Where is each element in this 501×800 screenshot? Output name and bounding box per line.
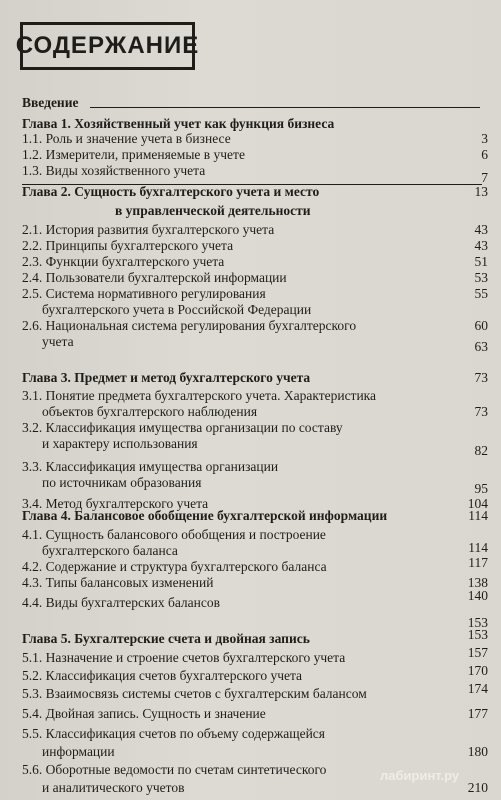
section-5-4: 5.4. Двойная запись. Сущность и значение <box>22 706 266 721</box>
page-number: 177 <box>467 706 488 721</box>
section-5-5-cont: информации <box>42 744 115 759</box>
divider <box>90 107 480 108</box>
section-1-3: 1.3. Виды хозяйственного учета <box>22 163 206 178</box>
page-number: 180 <box>467 744 488 759</box>
page-number: 174 <box>467 681 488 696</box>
chapter-4-heading: Глава 4. Балансовое обобщение бухгалтерской информации <box>22 508 388 523</box>
page-number: 104 <box>467 496 488 511</box>
section-3-2-cont: и характеру использования <box>42 436 198 451</box>
chapter-2-heading-cont: в управленческой деятельности <box>115 203 311 218</box>
section-2-4: 2.4. Пользователи бухгалтерской информации <box>22 270 287 285</box>
page-number: 138 <box>467 575 488 590</box>
page-number: 73 <box>474 370 488 385</box>
page-number: 95 <box>474 481 488 496</box>
page-number: 60 <box>474 318 488 333</box>
section-4-1: 4.1. Сущность балансового обобщения и построение <box>22 527 326 542</box>
chapter-1-heading: Глава 1. Хозяйственный учет как функция бизнеса <box>22 116 335 131</box>
section-5-5: 5.5. Классификация счетов по объему содержащейся <box>22 726 326 741</box>
section-5-6-cont: и аналитического учетов <box>42 780 185 795</box>
page-number: 153 <box>467 627 488 642</box>
chapter-3-heading: Глава 3. Предмет и метод бухгалтерского учета <box>22 370 311 385</box>
page-number: 117 <box>468 555 488 570</box>
page-number: 210 <box>467 780 488 795</box>
contents-title: СОДЕРЖАНИЕ <box>15 32 200 59</box>
intro-label: Введение <box>22 95 79 110</box>
page-number: 153 <box>467 615 488 630</box>
section-3-3-cont: по источникам образования <box>42 475 202 490</box>
section-2-5-cont: бухгалтерского учета в Российской Федерации <box>42 302 312 317</box>
section-5-3: 5.3. Взаимосвязь системы счетов с бухгалтерским балансом <box>22 686 367 701</box>
section-1-1: 1.1. Роль и значение учета в бизнесе <box>22 131 231 146</box>
section-3-1: 3.1. Понятие предмета бухгалтерского учета. Характеристика <box>22 388 377 403</box>
page-number: 63 <box>474 339 488 354</box>
page-number: 55 <box>474 286 488 301</box>
section-5-2: 5.2. Классификация счетов бухгалтерского учета <box>22 668 303 683</box>
page-number: 114 <box>468 540 488 555</box>
section-2-6: 2.6. Национальная система регулирования бухгалтерского <box>22 318 357 333</box>
section-3-1-cont: объектов бухгалтерского наблюдения <box>42 404 258 419</box>
section-2-1: 2.1. История развития бухгалтерского учета <box>22 222 275 237</box>
page-number: 157 <box>467 645 488 660</box>
section-2-3: 2.3. Функции бухгалтерского учета <box>22 254 225 269</box>
page-number: 53 <box>474 270 488 285</box>
contents-title-box <box>15 22 200 70</box>
section-5-6: 5.6. Оборотные ведомости по счетам синтетического <box>22 762 327 777</box>
page-number: 7 <box>481 170 488 185</box>
page-number: 3 <box>481 131 488 146</box>
section-2-6-cont: учета <box>42 334 74 349</box>
section-2-5: 2.5. Система нормативного регулирования <box>22 286 266 301</box>
section-3-3: 3.3. Классификация имущества организации <box>22 459 279 474</box>
page-number: 6 <box>481 147 488 162</box>
section-3-4: 3.4. Метод бухгалтерского учета <box>22 496 209 511</box>
page-number: 43 <box>474 238 488 253</box>
page-number: 73 <box>474 404 488 419</box>
section-1-2: 1.2. Измерители, применяемые в учете <box>22 147 245 162</box>
page-number: 51 <box>474 254 488 269</box>
page-number: 170 <box>467 663 488 678</box>
section-2-2: 2.2. Принципы бухгалтерского учета <box>22 238 234 253</box>
chapter-2-heading: Глава 2. Сущность бухгалтерского учета и место <box>22 184 320 199</box>
page-number: 114 <box>468 508 488 523</box>
section-5-1: 5.1. Назначение и строение счетов бухгалтерского учета <box>22 650 346 665</box>
page-number: 13 <box>474 184 488 199</box>
chapter-5-heading: Глава 5. Бухгалтерские счета и двойная запись <box>22 631 310 646</box>
section-4-1-cont: бухгалтерского баланса <box>42 543 178 558</box>
section-4-4: 4.4. Виды бухгалтерских балансов <box>22 595 220 610</box>
page-number: 140 <box>467 588 488 603</box>
section-3-2: 3.2. Классификация имущества организации по составу <box>22 420 343 435</box>
section-4-3: 4.3. Типы балансовых изменений <box>22 575 214 590</box>
page-number: 43 <box>474 222 488 237</box>
section-4-2: 4.2. Содержание и структура бухгалтерского баланса <box>22 559 327 574</box>
page-number: 82 <box>474 443 488 458</box>
watermark-logo: лабиринт.ру <box>380 768 460 783</box>
